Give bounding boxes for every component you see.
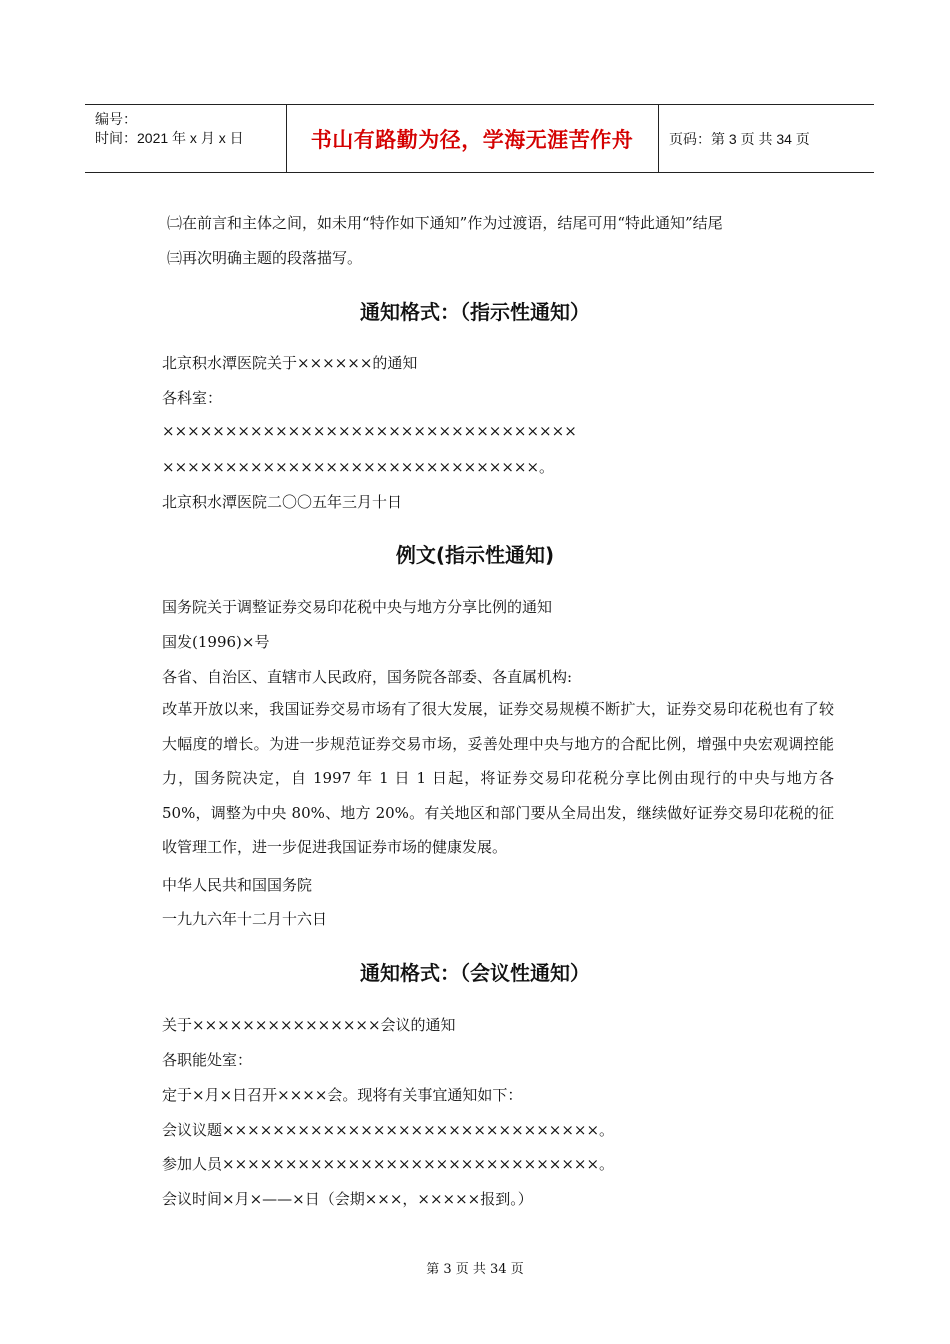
intro-line: ㈡在前言和主体之间，如未用“特作如下通知”作为过渡语，结尾可用“特此通知”结尾 [167,214,723,232]
example-signature: 中华人民共和国国务院 [162,876,313,894]
section-heading: 例文(指示性通知) [395,543,555,567]
meeting-attendees: 参加人员××××××××××××××××××××××××××××××。 [162,1155,615,1173]
page-header [85,104,874,173]
section-heading: 通知格式：（会议性通知） [360,961,590,985]
notice-body-line: ××××××××××××××××××××××××××××××××× [162,422,577,440]
meeting-recipients: 各职能处室： [162,1051,253,1069]
example-doc-number: 国发(1996)×号 [162,633,270,651]
notice-title: 北京积水潭医院关于××××××的通知 [162,354,418,372]
document-number-label: 编号： [95,111,137,127]
intro-line: ㈢再次明确主题的段落描写。 [167,249,363,267]
meeting-intro: 定于×月×日召开××××会。现将有关事宜通知如下： [162,1086,523,1104]
section-heading: 通知格式：（指示性通知） [360,300,590,324]
header-page-number: 页码：第 3 页 共 34 页 [669,130,810,147]
meeting-notice-title: 关于×××××××××××××××会议的通知 [162,1016,456,1034]
example-title: 国务院关于调整证券交易印花税中央与地方分享比例的通知 [162,598,553,616]
notice-recipient: 各科室： [162,389,223,407]
header-meta [95,110,244,148]
document-time-label: 时间：2021 年 x 月 x 日 [95,130,244,146]
example-body-text: 改革开放以来，我国证券交易市场有了很大发展，证券交易规模不断扩大，证券交易印花税也有了较大幅度的增长。为进一步规范证券交易市场，妥善处理中央与地方的合配比例，增强中央宏观调控能力，国务院决定，自 1997 年 1 日 1 日起，将证券交易印花税分享比例由现行的中央与地方各 50%，调整为中央 80%、地方 20%。有关地区和部门要从全局出发，继续做好证券交易印花税的征收管理工作，进一步促进我国证券市场的健康发展。 [162,700,834,856]
notice-signature: 北京积水潭医院二〇〇五年三月十日 [162,493,403,511]
example-body [162,692,834,865]
meeting-time: 会议时间×月×——×日（会期×××，×××××报到。） [162,1190,533,1208]
example-date: 一九九六年十二月十六日 [162,910,328,928]
header-divider [658,105,659,172]
notice-body-line: ××××××××××××××××××××××××××××××。 [162,458,555,476]
page-footer: 第 3 页 共 34 页 [426,1262,524,1277]
header-motto: 书山有路勤为径，学海无涯苦作舟 [310,127,634,152]
meeting-topic: 会议议题××××××××××××××××××××××××××××××。 [162,1121,615,1139]
example-recipients: 各省、自治区、直辖市人民政府，国务院各部委、各直属机构: [162,668,573,686]
